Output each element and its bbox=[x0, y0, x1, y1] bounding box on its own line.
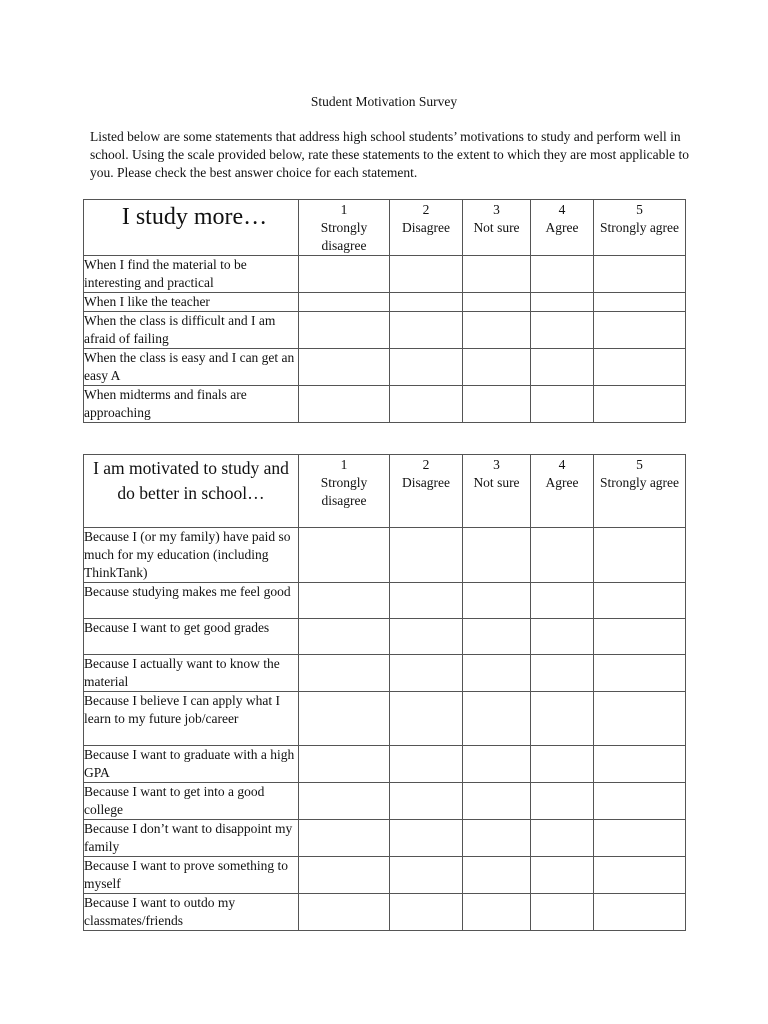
answer-cell-4[interactable] bbox=[531, 894, 594, 931]
statement-text: Because studying makes me feel good bbox=[84, 583, 299, 619]
answer-cell-3[interactable] bbox=[463, 528, 531, 583]
scale-header-row bbox=[84, 200, 686, 256]
answer-cell-3[interactable] bbox=[463, 746, 531, 783]
answer-cell-3[interactable] bbox=[463, 256, 531, 293]
answer-cell-4[interactable] bbox=[531, 655, 594, 692]
answer-cell-3[interactable] bbox=[463, 583, 531, 619]
statement-rows bbox=[84, 528, 686, 931]
answer-cell-5[interactable] bbox=[594, 783, 686, 820]
scale-header-3: 3 Not sure bbox=[463, 455, 531, 528]
statement-text: When midterms and finals are approaching bbox=[84, 386, 299, 423]
answer-cell-4[interactable] bbox=[531, 528, 594, 583]
answer-cell-3[interactable] bbox=[463, 783, 531, 820]
statement-text: Because I don’t want to disappoint my family bbox=[84, 820, 299, 857]
answer-cell-3[interactable] bbox=[463, 820, 531, 857]
answer-cell-2[interactable] bbox=[390, 312, 463, 349]
scale-header-3: 3 Not sure bbox=[463, 200, 531, 256]
answer-cell-1[interactable] bbox=[299, 293, 390, 312]
answer-cell-4[interactable] bbox=[531, 857, 594, 894]
answer-cell-2[interactable] bbox=[390, 655, 463, 692]
answer-cell-2[interactable] bbox=[390, 256, 463, 293]
answer-cell-4[interactable] bbox=[531, 256, 594, 293]
answer-cell-2[interactable] bbox=[390, 349, 463, 386]
statement-row bbox=[84, 528, 686, 583]
scale-header-2: 2 Disagree bbox=[390, 200, 463, 256]
statement-text: Because I want to get good grades bbox=[84, 619, 299, 655]
statement-row bbox=[84, 312, 686, 349]
answer-cell-2[interactable] bbox=[390, 783, 463, 820]
survey-table-study-more bbox=[83, 199, 686, 423]
answer-cell-3[interactable] bbox=[463, 386, 531, 423]
answer-cell-5[interactable] bbox=[594, 619, 686, 655]
scale-header-1: 1 Strongly disagree bbox=[299, 200, 390, 256]
answer-cell-2[interactable] bbox=[390, 746, 463, 783]
answer-cell-3[interactable] bbox=[463, 894, 531, 931]
answer-cell-1[interactable] bbox=[299, 528, 390, 583]
answer-cell-3[interactable] bbox=[463, 857, 531, 894]
answer-cell-3[interactable] bbox=[463, 655, 531, 692]
statement-row bbox=[84, 894, 686, 931]
statement-row bbox=[84, 583, 686, 619]
answer-cell-5[interactable] bbox=[594, 746, 686, 783]
statement-rows bbox=[84, 256, 686, 423]
answer-cell-5[interactable] bbox=[594, 894, 686, 931]
answer-cell-5[interactable] bbox=[594, 528, 686, 583]
statement-row bbox=[84, 692, 686, 746]
scale-header-4: 4 Agree bbox=[531, 455, 594, 528]
answer-cell-5[interactable] bbox=[594, 692, 686, 746]
answer-cell-4[interactable] bbox=[531, 619, 594, 655]
answer-cell-3[interactable] bbox=[463, 692, 531, 746]
answer-cell-1[interactable] bbox=[299, 256, 390, 293]
statement-text: When the class is easy and I can get an easy A bbox=[84, 349, 299, 386]
statement-text: Because I want to outdo my classmates/friends bbox=[84, 894, 299, 931]
answer-cell-4[interactable] bbox=[531, 312, 594, 349]
answer-cell-1[interactable] bbox=[299, 820, 390, 857]
answer-cell-4[interactable] bbox=[531, 820, 594, 857]
statement-row bbox=[84, 820, 686, 857]
answer-cell-1[interactable] bbox=[299, 894, 390, 931]
answer-cell-4[interactable] bbox=[531, 746, 594, 783]
statement-text: Because I want to graduate with a high GPA bbox=[84, 746, 299, 783]
statement-text: Because I want to prove something to myself bbox=[84, 857, 299, 894]
answer-cell-2[interactable] bbox=[390, 692, 463, 746]
answer-cell-1[interactable] bbox=[299, 312, 390, 349]
scale-header-5: 5 Strongly agree bbox=[594, 200, 686, 256]
statement-text: Because I want to get into a good college bbox=[84, 783, 299, 820]
answer-cell-4[interactable] bbox=[531, 583, 594, 619]
answer-cell-2[interactable] bbox=[390, 857, 463, 894]
statement-row bbox=[84, 349, 686, 386]
statement-row bbox=[84, 857, 686, 894]
answer-cell-5[interactable] bbox=[594, 857, 686, 894]
page-title: Student Motivation Survey bbox=[310, 94, 458, 109]
scale-header-row bbox=[84, 455, 686, 528]
answer-cell-1[interactable] bbox=[299, 857, 390, 894]
section-heading: I am motivated to study and do better in school… bbox=[84, 455, 299, 528]
statement-text: When I find the material to be interesting and practical bbox=[84, 256, 299, 293]
answer-cell-5[interactable] bbox=[594, 312, 686, 349]
statement-row bbox=[84, 655, 686, 692]
answer-cell-1[interactable] bbox=[299, 655, 390, 692]
answer-cell-2[interactable] bbox=[390, 386, 463, 423]
statement-text: When I like the teacher bbox=[84, 293, 299, 312]
answer-cell-5[interactable] bbox=[594, 256, 686, 293]
answer-cell-4[interactable] bbox=[531, 293, 594, 312]
answer-cell-2[interactable] bbox=[390, 583, 463, 619]
scale-header-1: 1 Strongly disagree bbox=[299, 455, 390, 528]
answer-cell-5[interactable] bbox=[594, 655, 686, 692]
scale-header-4: 4 Agree bbox=[531, 200, 594, 256]
statement-row bbox=[84, 783, 686, 820]
section-heading: I study more… bbox=[84, 200, 299, 256]
statement-row bbox=[84, 619, 686, 655]
answer-cell-4[interactable] bbox=[531, 349, 594, 386]
statement-text: Because I believe I can apply what I learn to my future job/career bbox=[84, 692, 299, 746]
answer-cell-2[interactable] bbox=[390, 293, 463, 312]
answer-cell-3[interactable] bbox=[463, 312, 531, 349]
statement-row bbox=[84, 293, 686, 312]
statement-text: Because I (or my family) have paid so much for my education (including ThinkTank) bbox=[84, 528, 299, 583]
answer-cell-5[interactable] bbox=[594, 349, 686, 386]
statement-row bbox=[84, 256, 686, 293]
answer-cell-1[interactable] bbox=[299, 783, 390, 820]
answer-cell-3[interactable] bbox=[463, 349, 531, 386]
answer-cell-3[interactable] bbox=[463, 293, 531, 312]
answer-cell-5[interactable] bbox=[594, 386, 686, 423]
answer-cell-4[interactable] bbox=[531, 692, 594, 746]
answer-cell-1[interactable] bbox=[299, 619, 390, 655]
answer-cell-1[interactable] bbox=[299, 583, 390, 619]
answer-cell-5[interactable] bbox=[594, 820, 686, 857]
answer-cell-1[interactable] bbox=[299, 746, 390, 783]
answer-cell-2[interactable] bbox=[390, 820, 463, 857]
answer-cell-3[interactable] bbox=[463, 619, 531, 655]
answer-cell-1[interactable] bbox=[299, 386, 390, 423]
answer-cell-1[interactable] bbox=[299, 692, 390, 746]
answer-cell-4[interactable] bbox=[531, 783, 594, 820]
scale-header-2: 2 Disagree bbox=[390, 455, 463, 528]
answer-cell-5[interactable] bbox=[594, 293, 686, 312]
statement-row bbox=[84, 386, 686, 423]
answer-cell-2[interactable] bbox=[390, 894, 463, 931]
answer-cell-5[interactable] bbox=[594, 583, 686, 619]
answer-cell-2[interactable] bbox=[390, 619, 463, 655]
answer-cell-1[interactable] bbox=[299, 349, 390, 386]
intro-paragraph: Listed below are some statements that address high school students’ motivations to study and perform well in school. Using the scale provided below, rate these statements to the extent to which they are most applicable to you. Please check the best answer choice for each statement. bbox=[90, 129, 689, 180]
statement-row bbox=[84, 746, 686, 783]
scale-header-5: 5 Strongly agree bbox=[594, 455, 686, 528]
statement-text: Because I actually want to know the material bbox=[84, 655, 299, 692]
answer-cell-2[interactable] bbox=[390, 528, 463, 583]
survey-table-motivated bbox=[83, 454, 686, 931]
statement-text: When the class is difficult and I am afraid of failing bbox=[84, 312, 299, 349]
answer-cell-4[interactable] bbox=[531, 386, 594, 423]
